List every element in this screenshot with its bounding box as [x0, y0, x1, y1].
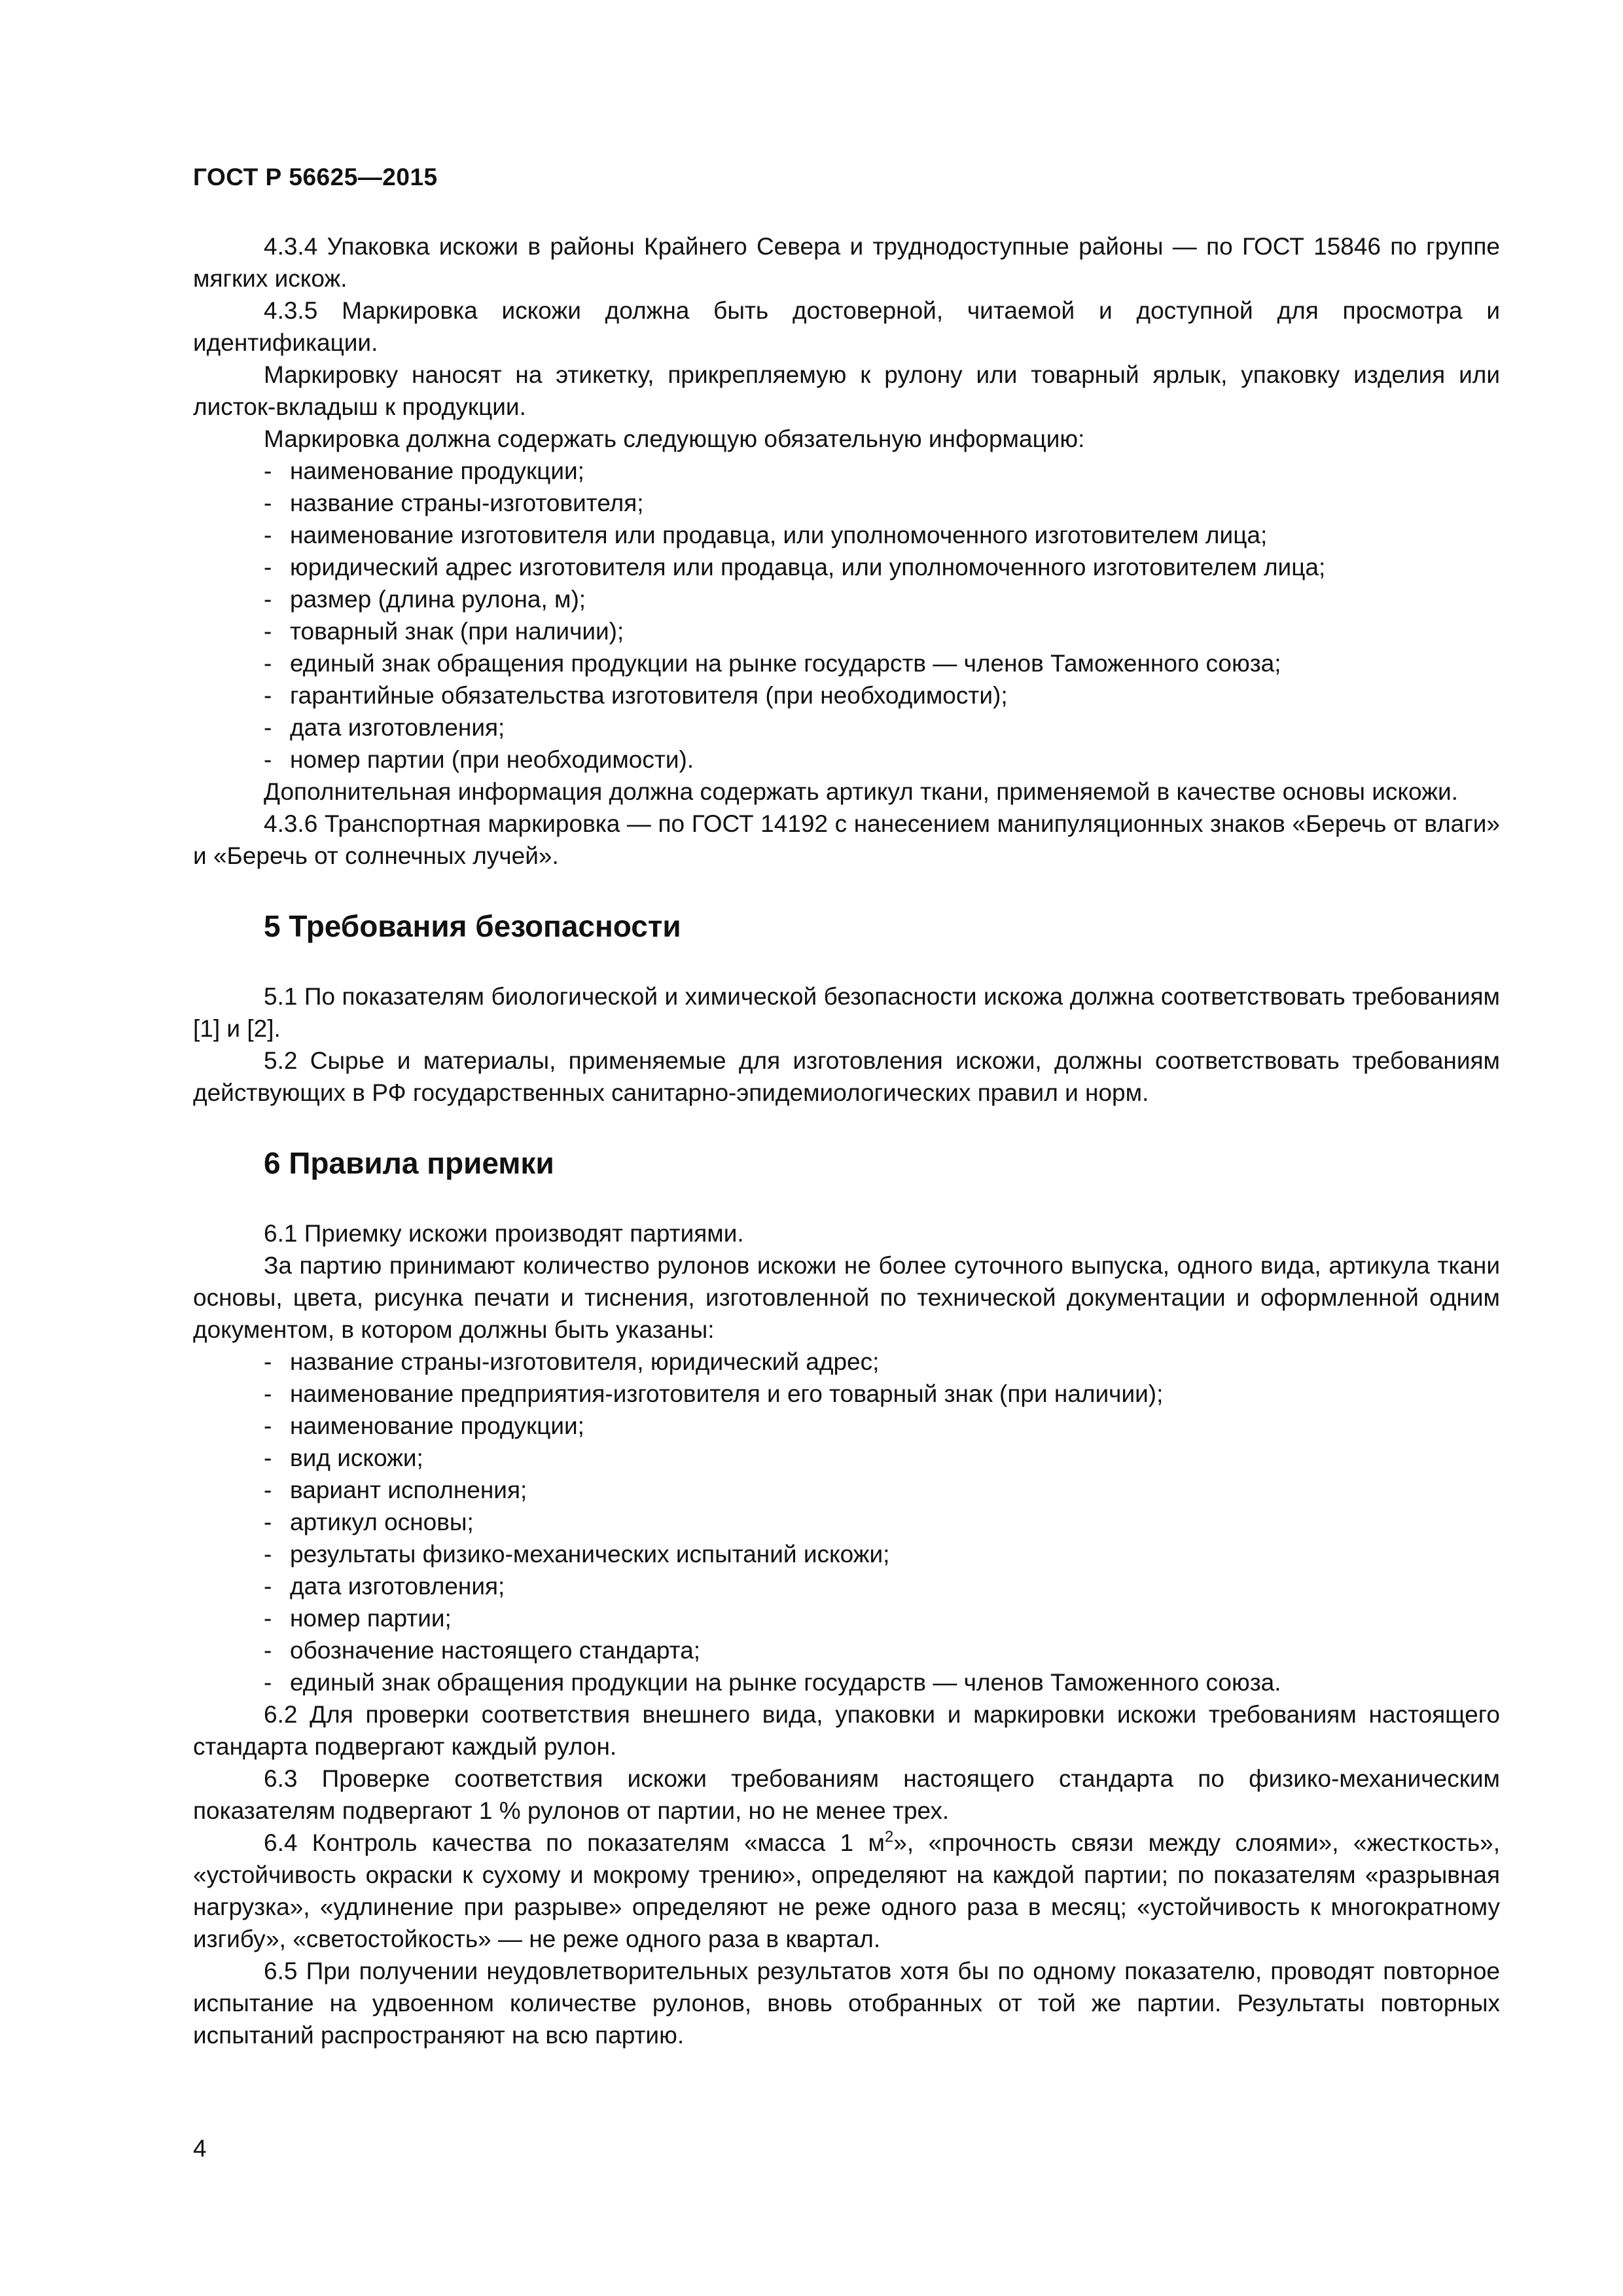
list-item: - наименование предприятия-изготовителя и его товарный знак (при наличии);	[264, 1380, 1164, 1407]
list-item: - наименование продукции;	[264, 1412, 584, 1439]
paragraph-6-4	[193, 1827, 1500, 1955]
document-body	[193, 230, 1500, 2051]
batch-document-list	[193, 1346, 1500, 1698]
marking-info-list	[193, 455, 1500, 776]
paragraph-6-2: 6.2 Для проверки соответствия внешнего вида, упаковки и маркировки искожи требованиям настоящего стандарта подвергают каждый рулон.	[193, 1701, 1500, 1760]
list-item: - размер (длина рулона, м);	[264, 586, 586, 613]
document-header: ГОСТ Р 56625—2015	[193, 164, 438, 190]
paragraph-6-4-start: 6.4 Контроль качества по показателям «масса 1 м	[264, 1829, 885, 1856]
list-item: - номер партии;	[264, 1605, 452, 1632]
list-item: - наименование изготовителя или продавца, или уполномоченного изготовителем лица;	[264, 522, 1268, 548]
list-item: - наименование продукции;	[264, 457, 584, 484]
list-item: - артикул основы;	[264, 1509, 474, 1535]
section-title-5: 5 Требования безопасности	[264, 909, 681, 943]
paragraph-4-3-5: 4.3.5 Маркировка искожи должна быть достоверной, читаемой и доступной для просмотра и идентификации.	[193, 297, 1500, 356]
list-item: - обозначение настоящего стандарта;	[264, 1637, 701, 1664]
list-item: - название страны-изготовителя, юридический адрес;	[264, 1348, 880, 1375]
paragraph-4-3-6: 4.3.6 Транспортная маркировка — по ГОСТ 14192 с нанесением манипуляционных знаков «Беречь от влаги» и «Беречь от солнечных лучей».	[193, 810, 1500, 869]
paragraph-additional-info: Дополнительная информация должна содержать артикул ткани, применяемой в качестве основы искожи.	[264, 778, 1458, 805]
list-item: - дата изготовления;	[264, 714, 505, 741]
page-number: 4	[193, 2135, 207, 2162]
paragraph-6-4-rest: », «прочность связи между слоями», «жесткость», «устойчивость окраски к сухому и мокрому трению», определяют на каждой партии; по показателям «разрывная нагрузка», «удлинение при разрыве» определяют не реже одного раза в месяц; «устойчивость к многократному изгибу», «светостойкость» — не реже одного раза в квартал.	[193, 1829, 1500, 1952]
list-item: - номер партии (при необходимости).	[264, 746, 694, 773]
section-title-6: 6 Правила приемки	[264, 1146, 554, 1180]
list-item: - результаты физико-механических испытаний искожи;	[264, 1541, 890, 1568]
paragraph-5-2: 5.2 Сырье и материалы, применяемые для изготовления искожи, должны соответствовать требованиям действующих в РФ государственных санитарно-эпидемиологических правил и норм.	[193, 1047, 1500, 1106]
list-item: - гарантийные обязательства изготовителя (при необходимости);	[264, 682, 1008, 709]
list-item: - название страны-изготовителя;	[264, 490, 644, 516]
list-item: - единый знак обращения продукции на рынке государств — членов Таможенного союза;	[264, 650, 1281, 677]
paragraph-6-5: 6.5 При получении неудовлетворительных результатов хотя бы по одному показателю, проводят повторное испытание на удвоенном количестве рулонов, вновь отобранных от той же партии. Результаты повторных испытаний распространяют на всю партию.	[193, 1958, 1500, 2049]
list-item: - вид искожи;	[264, 1444, 423, 1471]
paragraph-marking-placement: Маркировку наносят на этикетку, прикрепляемую к рулону или товарный ярлык, упаковку изделия или листок-вкладыш к продукции.	[193, 361, 1500, 420]
list-item: - дата изготовления;	[264, 1573, 505, 1600]
paragraph-marking-contents: Маркировка должна содержать следующую обязательную информацию:	[264, 425, 1085, 452]
paragraph-5-1: 5.1 По показателям биологической и химической безопасности искожа должна соответствовать требованиям [1] и [2].	[193, 983, 1500, 1042]
superscript-square: 2	[884, 1828, 894, 1846]
list-item: - товарный знак (при наличии);	[264, 618, 624, 645]
list-item: - вариант исполнения;	[264, 1477, 527, 1503]
paragraph-batch-definition: За партию принимают количество рулонов искожи не более суточного выпуска, одного вида, артикула ткани основы, цвета, рисунка печати и тиснения, изготовленной по технической документации и оформленной одним документом, в котором должны быть указаны:	[193, 1252, 1500, 1343]
paragraph-4-3-4: 4.3.4 Упаковка искожи в районы Крайнего Севера и труднодоступные районы — по ГОСТ 15846 по группе мягких искож.	[193, 233, 1500, 292]
paragraph-6-3: 6.3 Проверке соответствия искожи требованиям настоящего стандарта по физико-механическим показателям подвергают 1 % рулонов от партии, но не менее трех.	[193, 1765, 1500, 1824]
list-item: - юридический адрес изготовителя или продавца, или уполномоченного изготовителем лица;	[264, 554, 1326, 581]
paragraph-6-1: 6.1 Приемку искожи производят партиями.	[264, 1220, 744, 1247]
list-item: - единый знак обращения продукции на рынке государств — членов Таможенного союза.	[264, 1669, 1281, 1696]
